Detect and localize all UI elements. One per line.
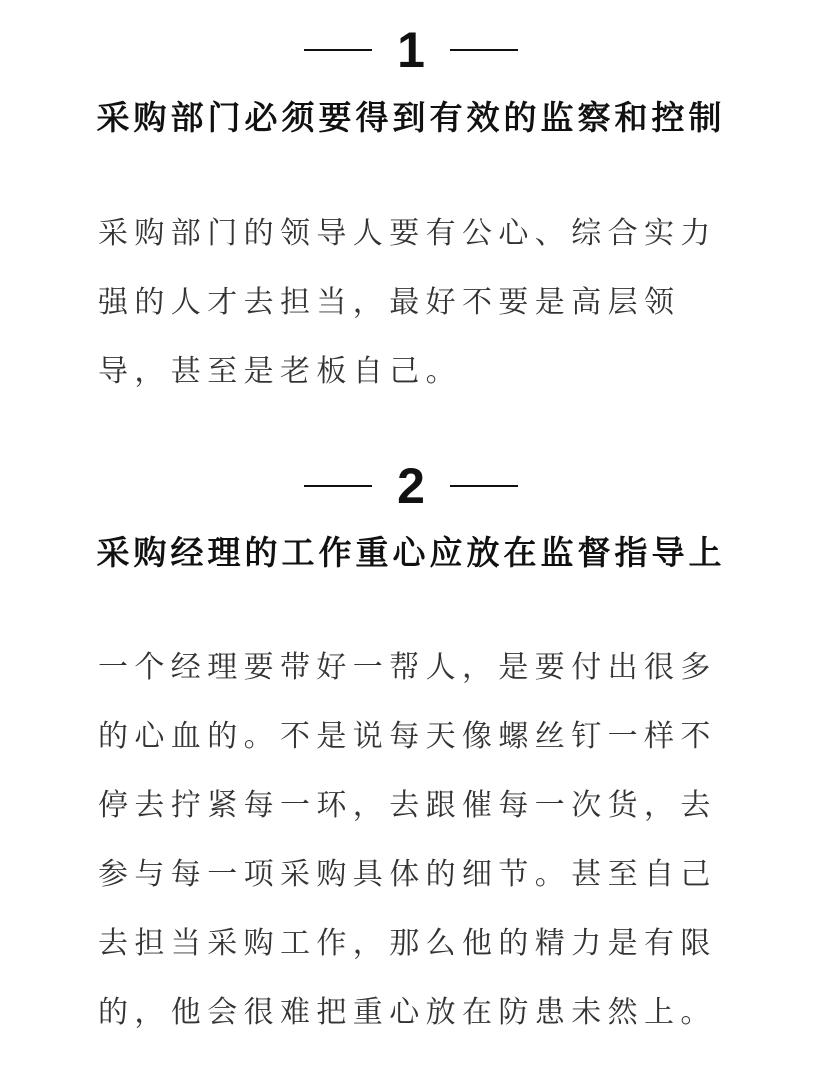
section-2-paragraph: 一个经理要带好一帮人，是要付出很多的心血的。不是说每天像螺丝钉一样不停去拧紧每一环，去跟催每一次货，去参与每一项采购具体的细节。甚至自己去担当采购工作，那么他的精力是有限的，他会很难把重心放在防患未然上。 [98,650,717,1030]
right-divider-line [450,485,518,487]
right-divider-line [450,49,518,51]
left-divider-line [304,485,372,487]
section-2-heading: 采购经理的工作重心应放在监督指导上 [96,533,726,572]
left-divider-line [304,49,372,51]
section-1-number: 1 [397,22,425,78]
section-1-number-row [0,20,822,80]
section-1-paragraph: 采购部门的领导人要有公心、综合实力强的人才去担当，最好不要是高层领导，甚至是老板自己。 [98,216,717,389]
section-2-number-row [0,456,822,516]
section-2-number: 2 [397,458,425,514]
section-1-heading: 采购部门必须要得到有效的监察和控制 [96,98,726,137]
